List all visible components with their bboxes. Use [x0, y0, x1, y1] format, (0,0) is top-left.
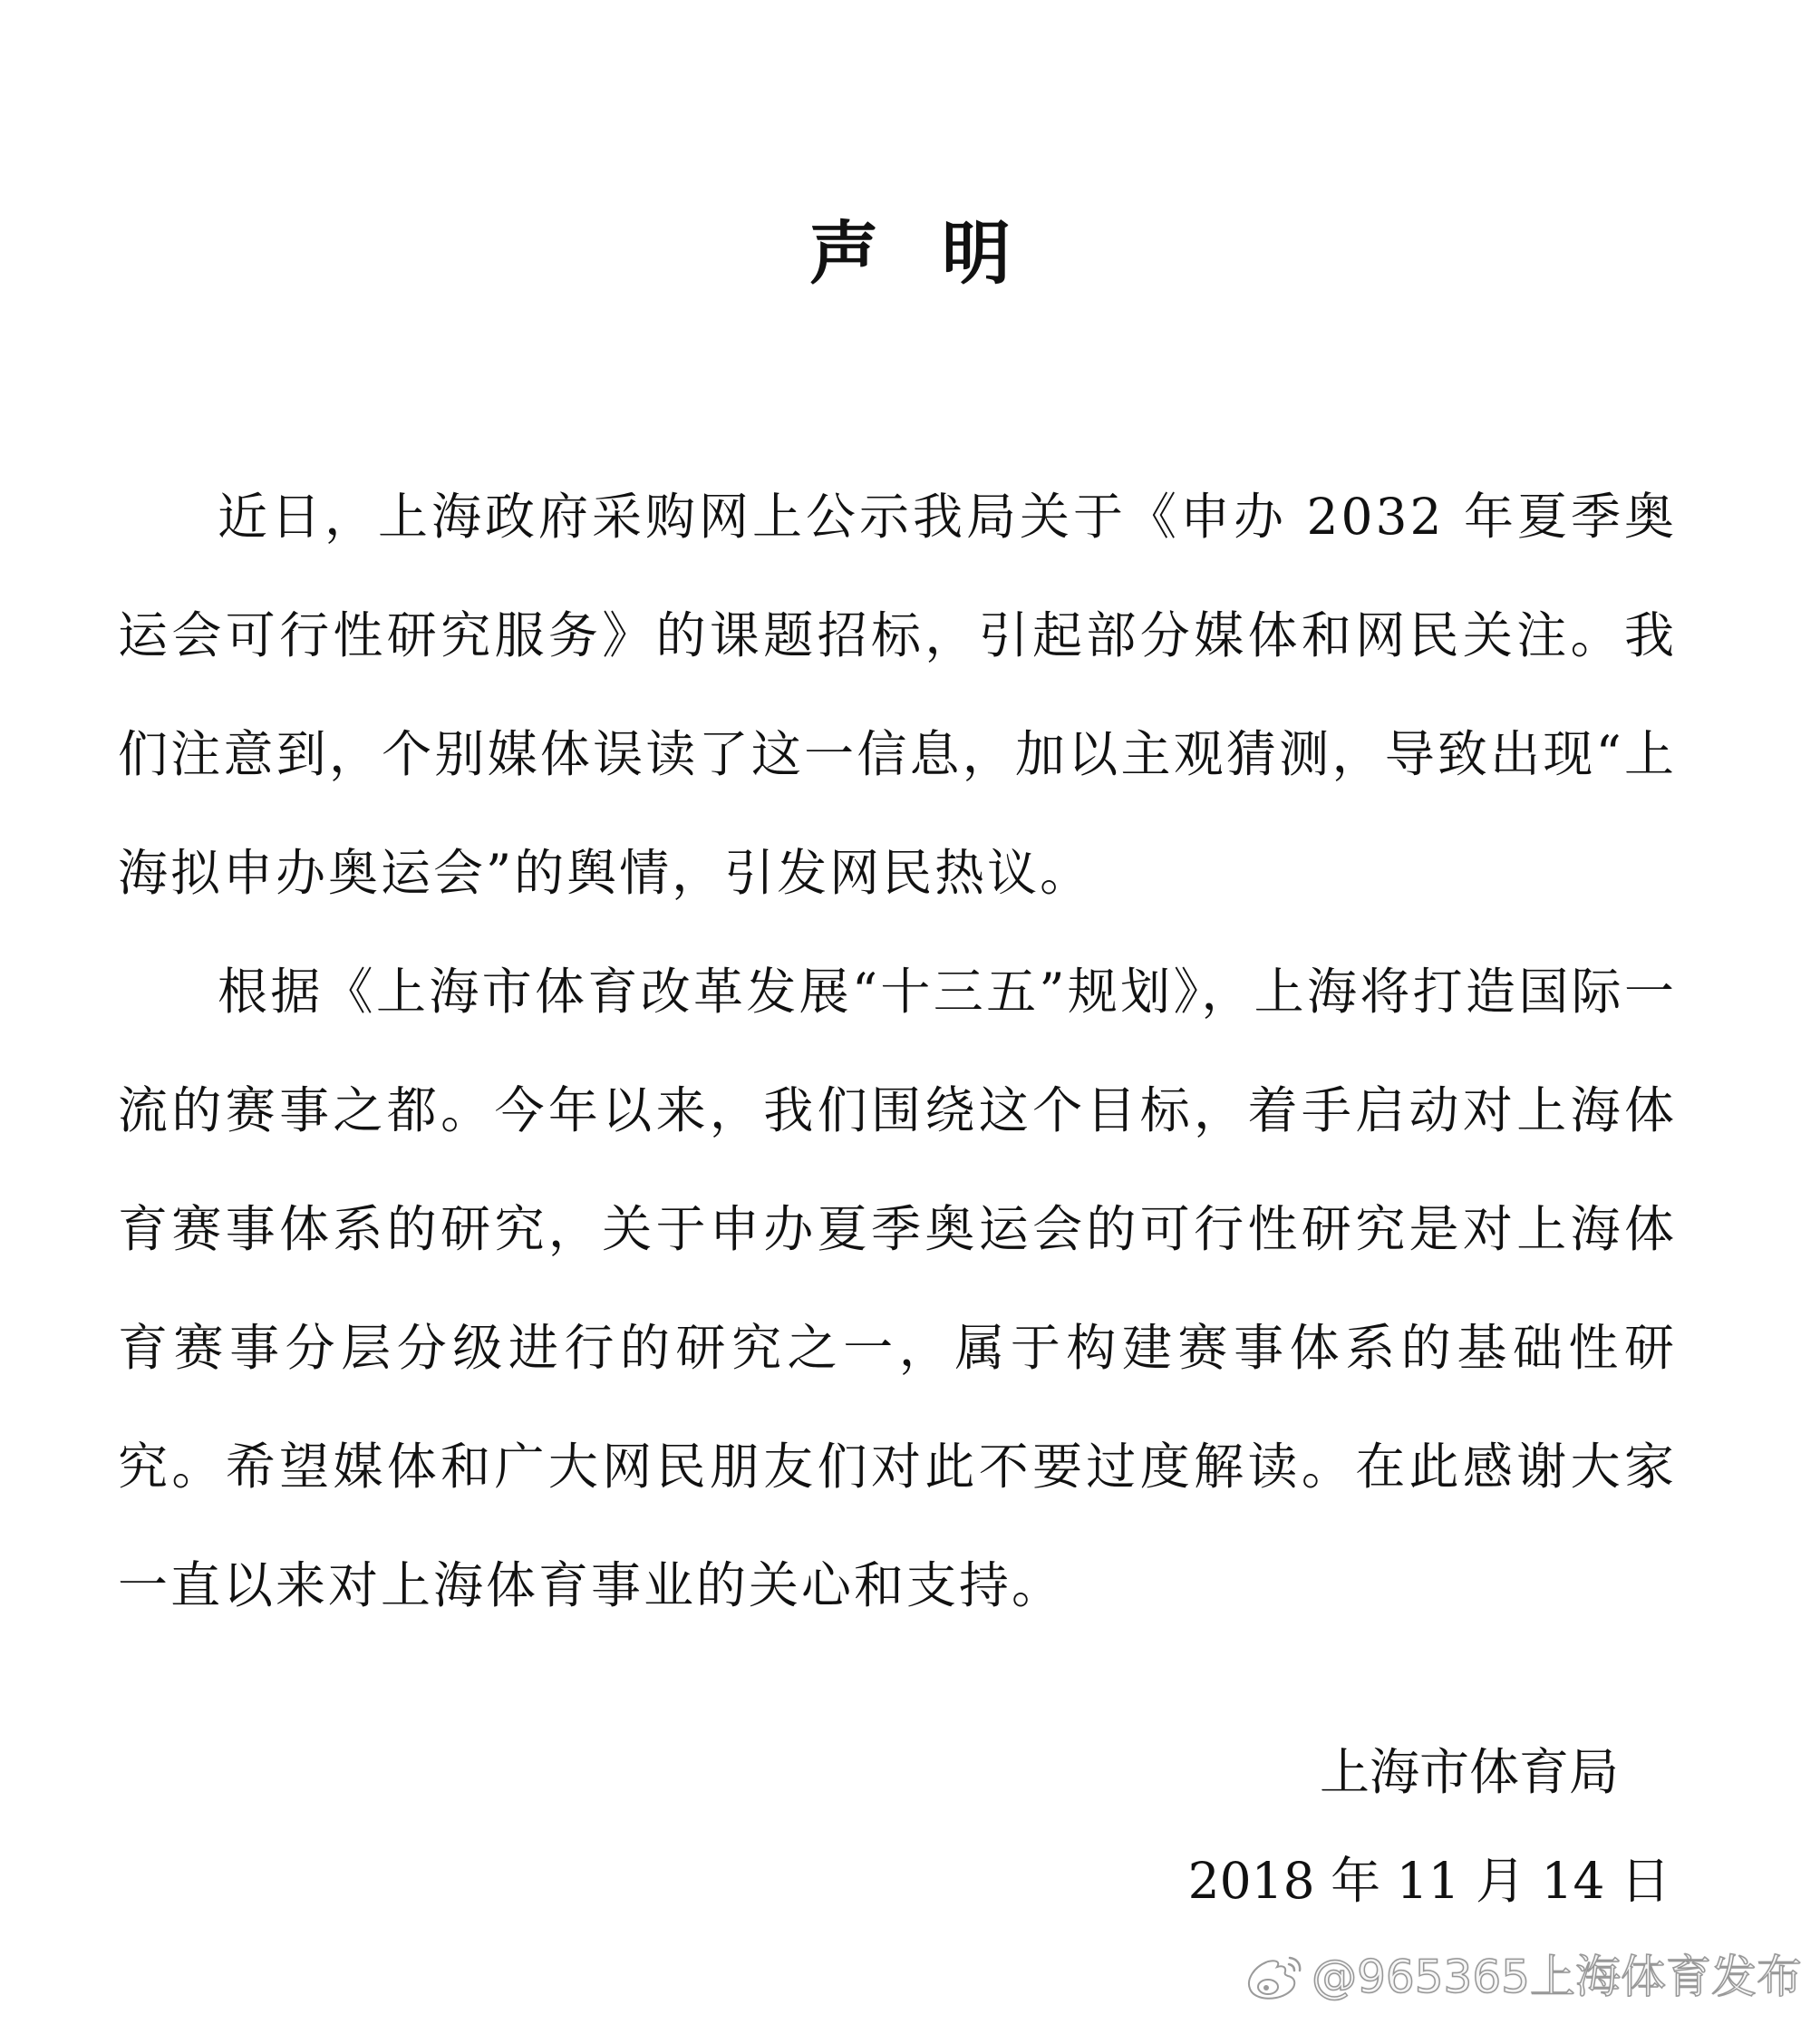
weibo-watermark — [1243, 1945, 1802, 2009]
paragraph-2: 根据《上海市体育改革发展“十三五”规划》，上海将打造国际一流的赛事之都。今年以来，我们围绕这个目标，着手启动对上海体育赛事体系的研究，关于申办夏季奥运会的可行性研究是对上海体育赛事分层分级进行的研究之一，属于构建赛事体系的基础性研究。希望媒体和广大网民朋友们对此不要过度解读。在此感谢大家一直以来对上海体育事业的关心和支持。 — [118, 963, 1677, 1614]
weibo-logo-icon — [1243, 1951, 1304, 2003]
document-body — [118, 458, 1677, 1645]
watermark-text: @965365上海体育发布 — [1312, 1951, 1802, 2003]
paragraph-1: 近日，上海政府采购网上公示我局关于《申办 2032 年夏季奥运会可行性研究服务》的课题招标，引起部分媒体和网民关注。我们注意到，个别媒体误读了这一信息，加以主观猜测，导致出现“上海拟申办奥运会”的舆情，引发网民热议。 — [118, 488, 1677, 902]
issuer-signature: 上海市体育局 — [1319, 1743, 1619, 1801]
document-title: 声明 — [809, 213, 1074, 294]
issue-date: 2018 年 11 月 14 日 — [1187, 1852, 1670, 1910]
